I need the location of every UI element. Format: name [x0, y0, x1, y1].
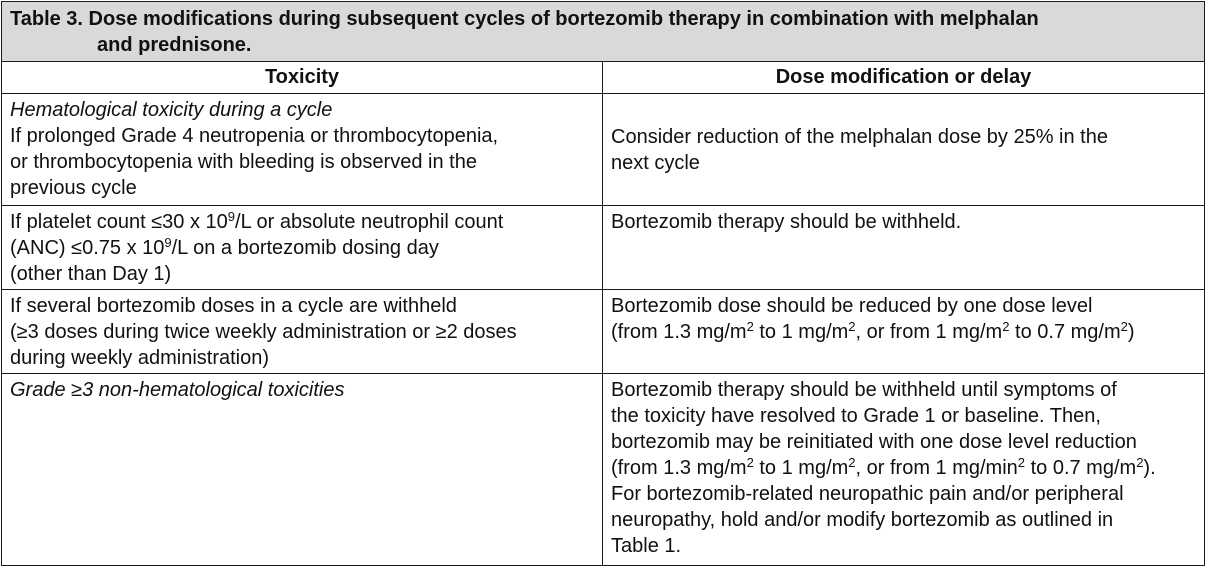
superscript: 9 — [227, 209, 236, 224]
text-segment: (from 1.3 mg/m — [611, 321, 747, 343]
superscript: 2 — [746, 455, 754, 470]
superscript: 2 — [1017, 455, 1026, 470]
toxicity-text-line — [10, 209, 594, 235]
table-title — [2, 2, 1205, 62]
dose-text-line: Bortezomib therapy should be withheld until symptoms of — [611, 379, 1117, 401]
text-segment: (from 1.3 mg/m — [611, 457, 747, 479]
toxicity-text-line: (≥3 doses during twice weekly administration or ≥2 doses — [10, 321, 517, 343]
toxicity-cell — [2, 94, 603, 206]
superscript: 2 — [848, 455, 856, 470]
toxicity-text-line — [10, 235, 594, 261]
text-segment: (ANC) ≤0.75 x 10 — [10, 237, 165, 259]
toxicity-cell — [2, 290, 603, 374]
table-row — [2, 290, 1205, 374]
table-header-row — [2, 62, 1205, 94]
toxicity-cell — [2, 374, 603, 566]
text-segment: ) — [1127, 321, 1135, 343]
text-segment: , or from 1 mg/m — [855, 321, 1003, 343]
dose-text-line: Consider reduction of the melphalan dose by 25% in the — [611, 126, 1108, 148]
toxicity-text-line: or thrombocytopenia with bleeding is observed in the — [10, 151, 477, 173]
text-segment: /L or absolute neutrophil count — [235, 211, 504, 233]
superscript: 9 — [164, 235, 172, 250]
dose-text-line: bortezomib may be reinitiated with one dose level reduction — [611, 431, 1137, 453]
superscript: 2 — [746, 319, 754, 334]
table-title-line-1: Table 3. Dose modifications during subsequent cycles of bortezomib therapy in combination with melphalan — [10, 8, 1039, 30]
table-title-line-2: and prednisone. — [97, 34, 252, 56]
dose-text-line: Table 1. — [611, 535, 682, 557]
toxicity-text-line: If several bortezomib doses in a cycle are withheld — [10, 295, 457, 317]
column-header-toxicity: Toxicity — [2, 62, 603, 94]
dose-text-line: For bortezomib-related neuropathic pain and/or peripheral — [611, 483, 1124, 505]
table-row — [2, 374, 1205, 566]
text-segment: to 1 mg/m — [753, 321, 849, 343]
column-header-dose: Dose modification or delay — [603, 62, 1205, 94]
text-segment: to 1 mg/m — [753, 457, 849, 479]
dose-cell — [603, 206, 1205, 290]
dose-text-line — [611, 455, 1196, 481]
table-title-row — [2, 2, 1205, 62]
text-segment: If platelet count ≤30 x 10 — [10, 211, 228, 233]
toxicity-heading: Hematological toxicity during a cycle — [10, 99, 333, 121]
toxicity-text-line: If prolonged Grade 4 neutropenia or thrombocytopenia, — [10, 125, 499, 147]
superscript: 2 — [1120, 319, 1128, 334]
dose-text-line: Bortezomib therapy should be withheld. — [611, 211, 962, 233]
text-segment: to 0.7 mg/m — [1025, 457, 1137, 479]
dose-modification-table — [1, 1, 1205, 566]
dose-cell — [603, 94, 1205, 206]
dose-text-line — [611, 319, 1196, 345]
toxicity-heading: Grade ≥3 non-hematological toxicities — [10, 379, 345, 401]
table-container — [1, 1, 1204, 568]
dose-text-line: Bortezomib dose should be reduced by one dose level — [611, 295, 1093, 317]
table-row — [2, 206, 1205, 290]
toxicity-cell — [2, 206, 603, 290]
toxicity-text-line: during weekly administration) — [10, 347, 270, 369]
text-segment: to 0.7 mg/m — [1009, 321, 1121, 343]
superscript: 2 — [1002, 319, 1010, 334]
toxicity-text-line: previous cycle — [10, 177, 137, 199]
table-row — [2, 94, 1205, 206]
text-segment: , or from 1 mg/min — [855, 457, 1018, 479]
superscript: 2 — [848, 319, 856, 334]
dose-cell — [603, 290, 1205, 374]
text-segment: ). — [1143, 457, 1156, 479]
dose-text-line: neuropathy, hold and/or modify bortezomib as outlined in — [611, 509, 1114, 531]
dose-text-line: the toxicity have resolved to Grade 1 or baseline. Then, — [611, 405, 1101, 427]
dose-cell — [603, 374, 1205, 566]
text-segment: /L on a bortezomib dosing day — [171, 237, 439, 259]
dose-text-line: next cycle — [611, 152, 700, 174]
superscript: 2 — [1136, 455, 1144, 470]
toxicity-text-line: (other than Day 1) — [10, 263, 172, 285]
